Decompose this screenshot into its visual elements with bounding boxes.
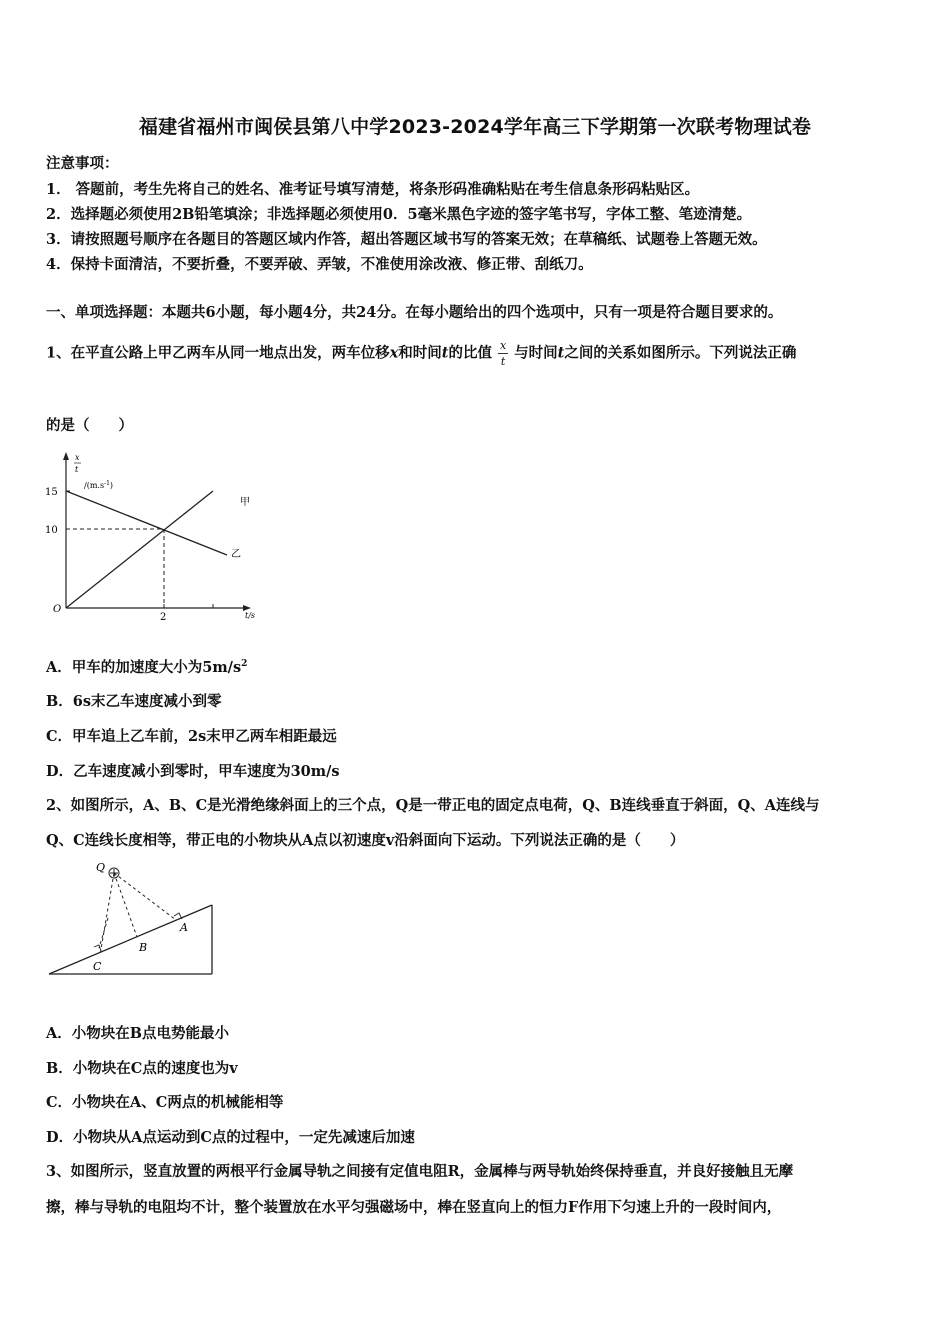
question-3-text: 3、如图所示，竖直放置的两根平行金属导轨之间接有定值电阻R，金属棒与两导轨始终保持垂直，并良好接触且无摩 — [46, 1163, 794, 1180]
y-unit: $/(m.s^{-1})$ — [84, 480, 114, 490]
origin-label: O — [53, 604, 62, 615]
note-item: 1． 答题前，考生先将自己的姓名、准考证号填写清楚，将条形码准确粘贴在考生信息条形码粘贴区。 — [46, 181, 700, 198]
q2-option-a: A．小物块在B点电势能最小 — [46, 1025, 230, 1042]
q2-figure — [44, 858, 224, 982]
q2-option-d: D．小物块从A点运动到C点的过程中，一定先减速后加速 — [46, 1129, 415, 1146]
note-item: 2．选择题必须使用2B铅笔填涂；非选择题必须使用0．5毫米黑色字迹的签字笔书写，字体工整、笔迹清楚。 — [46, 206, 752, 223]
qa-line — [114, 873, 176, 920]
label-b: B — [139, 941, 148, 954]
qb-line — [114, 873, 137, 937]
q1-graph — [40, 448, 280, 626]
label-c: C — [93, 960, 102, 973]
note-item: 3．请按照题号顺序在各题目的答题区域内作答，超出答题区域书写的答案无效；在草稿纸、试题卷上答题无效。 — [46, 231, 767, 248]
y-label-den: t — [75, 465, 79, 474]
q1-option-c: C．甲车追上乙车前，2s末甲乙两车相距最远 — [46, 728, 337, 745]
tick-10: 10 — [45, 525, 58, 536]
q2-option-c: C．小物块在A、C两点的机械能相等 — [46, 1094, 284, 1111]
tick-2: 2 — [160, 612, 167, 623]
line-yi — [66, 491, 227, 555]
question-2-text: 2、如图所示，A、B、C是光滑绝缘斜面上的三个点，Q是一带正电的固定点电荷，Q、B连线垂直于斜面，Q、A连线与 — [46, 797, 820, 814]
label-a: A — [180, 921, 188, 934]
label-q: Q — [96, 861, 106, 874]
q1-option-b: B．6s末乙车速度减小到零 — [46, 693, 222, 710]
qc-line — [100, 873, 114, 955]
label-jia: 甲 — [240, 497, 250, 508]
question-2-text-line2: Q、C连线长度相等，带正电的小物块从A点以初速度v沿斜面向下运动。下列说法正确的是（ ） — [46, 832, 685, 849]
question-1-text-line2: 的是（ ） — [46, 417, 133, 434]
ratio-fraction: $\frac{x}{t}$ — [499, 339, 507, 368]
q1-option-a: A．甲车的加速度大小为$5m/s^2$ — [46, 659, 248, 676]
q2-option-b: B．小物块在C点的速度也为v — [46, 1060, 238, 1077]
label-yi: 乙 — [231, 549, 241, 560]
y-label-num: x — [75, 453, 80, 462]
notes-heading: 注意事项： — [46, 155, 119, 172]
tick-15: 15 — [45, 487, 58, 498]
q1-option-d: D．乙车速度减小到零时，甲车速度为30m/s — [46, 763, 340, 780]
question-3-text-line2: 擦，棒与导轨的电阻均不计，整个装置放在水平匀强磁场中，棒在竖直向上的恒力F作用下匀速上升的一段时间内， — [46, 1199, 782, 1216]
incline-surface — [49, 905, 212, 974]
x-axis-label: t/s — [245, 611, 256, 620]
section-heading: 一、单项选择题：本题共6小题，每小题4分，共24分。在每小题给出的四个选项中，只有一项是符合题目要求的。 — [46, 304, 783, 321]
note-item: 4．保持卡面清洁，不要折叠，不要弄破、弄皱，不准使用涂改液、修正带、刮纸刀。 — [46, 256, 593, 273]
line-jia — [66, 491, 213, 608]
page-title: 福建省福州市闽侯县第八中学2023-2024学年高三下学期第一次联考物理试卷 — [138, 116, 812, 138]
question-1-text: 1、在平直公路上甲乙两车从同一地点出发，两车位移x和时间t的比值 $\frac{x}{t}$ 与时间t之间的关系如图所示。下列说法正确 — [46, 339, 797, 368]
